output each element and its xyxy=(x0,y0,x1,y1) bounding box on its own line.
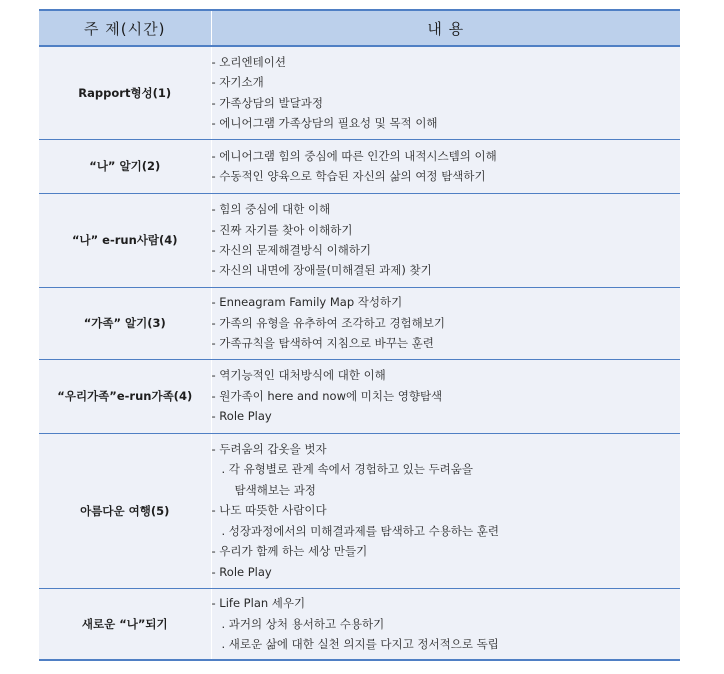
table-row xyxy=(39,139,680,193)
program-table xyxy=(39,9,680,661)
content-subline: . 성장과정에서의 미해결과제를 탐색하고 수용하는 훈련 xyxy=(221,523,499,538)
session-content xyxy=(211,588,680,660)
session-content xyxy=(211,193,680,287)
content-line: - 에니어그램 힘의 중심에 따른 인간의 내적시스템의 이해 xyxy=(211,148,497,163)
session-topic: “가족” 알기(3) xyxy=(39,287,211,359)
content-subline: . 과거의 상처 용서하고 수용하기 xyxy=(221,616,385,631)
session-content xyxy=(211,359,680,433)
content-line: - 가족의 유형을 유추하여 조각하고 경험해보기 xyxy=(211,315,445,330)
content-line: - 자신의 내면에 장애물(미해결된 과제) 찾기 xyxy=(211,263,432,278)
table-row xyxy=(39,193,680,287)
content-line: - 나도 따뜻한 사람이다 xyxy=(211,503,327,518)
header-row xyxy=(39,10,680,46)
content-line: - Role Play xyxy=(211,409,272,424)
content-line: - 가족상담의 발달과정 xyxy=(211,95,323,110)
session-topic: 아름다운 여행(5) xyxy=(39,433,211,588)
content-line: - Enneagram Family Map 작성하기 xyxy=(211,295,403,310)
content-line: - 자신의 문제해결방식 이해하기 xyxy=(211,243,372,257)
content-line: - 오리엔테이션 xyxy=(211,54,286,69)
table-row xyxy=(39,588,680,660)
content-line: - 수동적인 양육으로 학습된 자신의 삶의 여정 탐색하기 xyxy=(211,169,486,183)
session-topic: 새로운 “나”되기 xyxy=(39,588,211,660)
session-topic: “나” e-run사람(4) xyxy=(39,193,211,287)
content-line: - 힘의 중심에 대한 이해 xyxy=(211,202,331,217)
table-row xyxy=(39,287,680,359)
table-row xyxy=(39,433,680,588)
content-line: - 두려움의 갑옷을 벗자 xyxy=(211,442,327,457)
header-content: 내 용 xyxy=(211,10,680,46)
session-topic: “우리가족”e-run가족(4) xyxy=(39,359,211,433)
content-line: - 우리가 함께 하는 세상 만들기 xyxy=(211,544,368,559)
content-line: - Role Play xyxy=(211,564,272,579)
session-content xyxy=(211,139,680,193)
table-row xyxy=(39,359,680,433)
content-line: - 자기소개 xyxy=(211,75,264,90)
session-content xyxy=(211,46,680,139)
content-line: - 역기능적인 대처방식에 대한 이해 xyxy=(211,368,386,383)
table-row xyxy=(39,46,680,139)
content-line: - 에니어그램 가족상담의 필요성 및 목적 이해 xyxy=(211,116,438,131)
session-topic: Rapport형성(1) xyxy=(39,46,211,139)
header-topic: 주 제(시간) xyxy=(39,10,211,46)
session-topic: “나” 알기(2) xyxy=(39,139,211,193)
content-subline: 탐색해보는 과정 xyxy=(234,482,316,497)
content-line: - 가족규칙을 탐색하여 지침으로 바꾸는 훈련 xyxy=(211,336,434,351)
content-line: - Life Plan 세우기 xyxy=(211,596,306,611)
content-subline: . 각 유형별로 관계 속에서 경험하고 있는 두려움을 xyxy=(221,462,473,477)
content-line: - 진짜 자기를 찾아 이해하기 xyxy=(211,222,353,237)
content-subline: . 새로운 삶에 대한 실천 의지를 다지고 정서적으로 독립 xyxy=(221,636,499,651)
content-line: - 원가족이 here and now에 미치는 영향탐색 xyxy=(211,388,443,403)
session-content xyxy=(211,287,680,359)
session-content xyxy=(211,433,680,588)
